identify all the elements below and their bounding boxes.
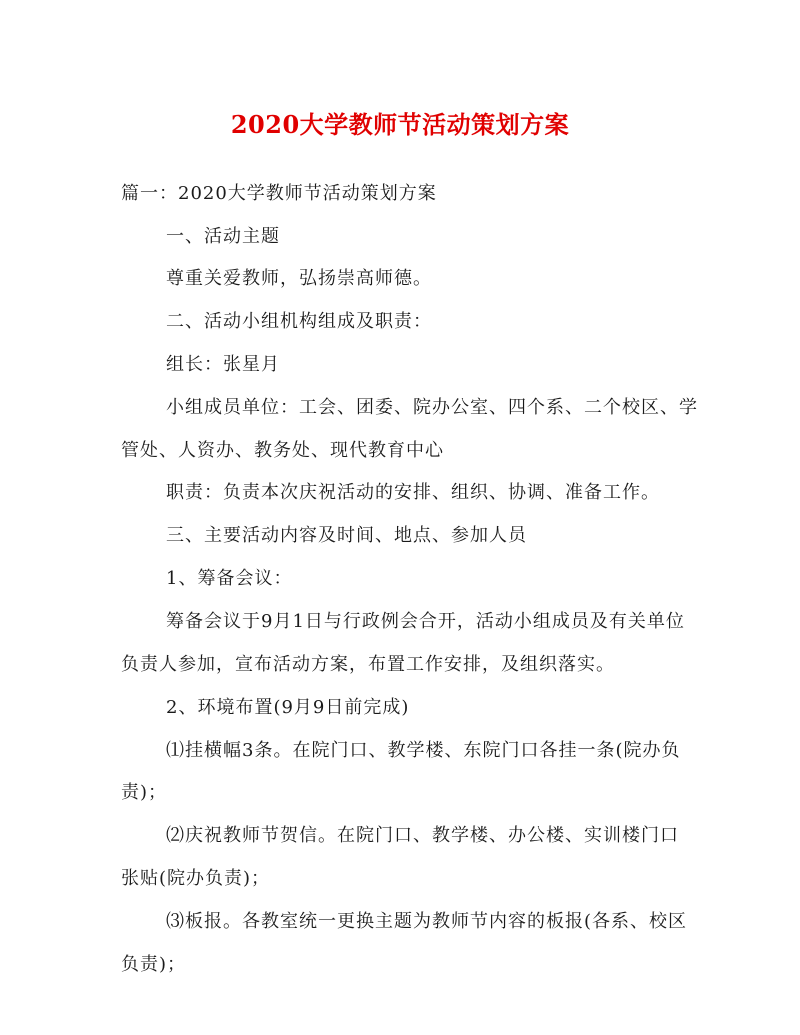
paragraph-member-units-cont: 管处、人资办、教务处、现代教育中心 (121, 440, 444, 461)
paragraph-theme: 尊重关爱教师，弘扬崇高师德。 (166, 268, 432, 289)
section-heading-part-one: 篇一：2020大学教师节活动策划方案 (121, 183, 437, 204)
heading-environment: 2、环境布置(9月9日前完成) (166, 697, 410, 718)
paragraph-blackboard-cont: 负责)； (121, 954, 187, 975)
paragraph-member-units: 小组成员单位：工会、团委、院办公室、四个系、二个校区、学 (166, 397, 698, 418)
heading-group-structure: 二、活动小组机构组成及职责： (166, 311, 432, 332)
heading-activity-theme: 一、活动主题 (166, 226, 280, 247)
paragraph-banners-cont: 责)； (121, 782, 168, 803)
heading-preparatory-meeting: 1、筹备会议： (166, 568, 293, 589)
document-title: 2020大学教师节活动策划方案 (230, 110, 570, 139)
paragraph-blackboard: ⑶板报。各教室统一更换主题为教师节内容的板报(各系、校区 (166, 911, 688, 932)
paragraph-meeting: 筹备会议于9月1日与行政例会合开，活动小组成员及有关单位 (166, 611, 685, 632)
paragraph-banners: ⑴挂横幅3条。在院门口、教学楼、东院门口各挂一条(院办负 (166, 740, 681, 761)
heading-main-activities: 三、主要活动内容及时间、地点、参加人员 (166, 525, 527, 546)
paragraph-group-leader: 组长：张星月 (166, 354, 280, 375)
paragraph-meeting-cont: 负责人参加，宣布活动方案，布置工作安排，及组织落实。 (121, 654, 615, 675)
paragraph-duties: 职责：负责本次庆祝活动的安排、组织、协调、准备工作。 (166, 482, 660, 503)
paragraph-greeting-letter-cont: 张贴(院办负责)； (121, 868, 271, 889)
paragraph-greeting-letter: ⑵庆祝教师节贺信。在院门口、教学楼、办公楼、实训楼门口 (166, 825, 679, 846)
